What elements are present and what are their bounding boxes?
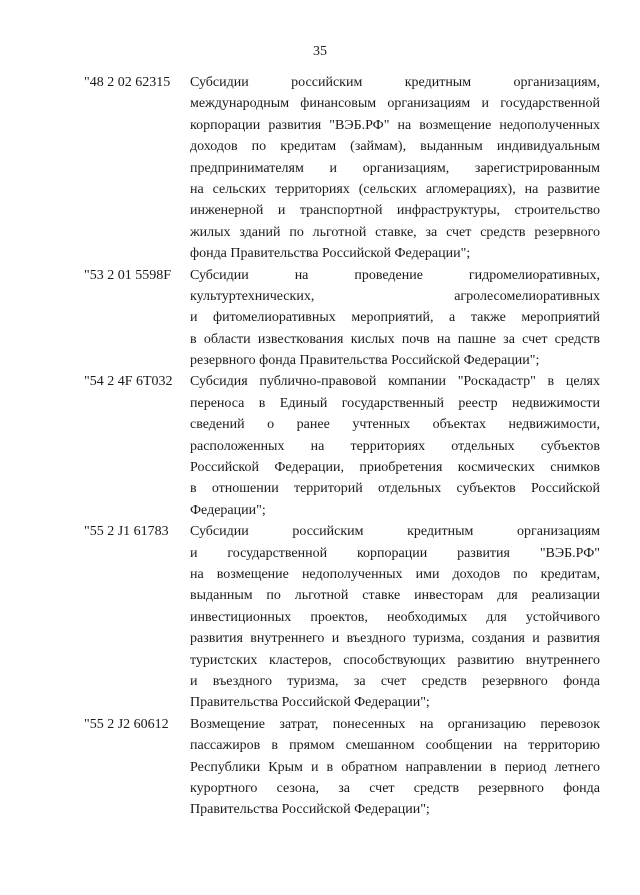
- text-line: курортного сезона, за счет средств резервного фонда: [190, 780, 600, 796]
- budget-entry: [84, 521, 604, 714]
- text-line: культуртехнических, агролесомелиоративных: [190, 288, 600, 304]
- budget-entry: [84, 714, 604, 821]
- text-line: резервного фонда Правительства Российской Федерации";: [190, 353, 540, 369]
- text-line: корпорации развития "ВЭБ.РФ" на возмещение недополученных: [190, 117, 600, 133]
- text-line: пассажиров в прямом смешанном сообщении на территорию: [190, 738, 600, 754]
- text-line: Субсидия публично-правовой компании "Роскадастр" в целях: [190, 374, 600, 390]
- text-line: Субсидии российским кредитным организациям: [190, 524, 600, 540]
- text-line: в области известкования кислых почв на пашне за счет средств: [190, 331, 600, 347]
- text-line: инженерной и транспортной инфраструктуры, строительство: [190, 203, 600, 219]
- budget-code: "55 2 J2 60612: [84, 716, 169, 732]
- text-line: развития внутреннего и въездного туризма, создания и развития: [190, 631, 600, 647]
- text-line: доходов по кредитам (займам), выданным индивидуальным: [190, 139, 600, 155]
- text-line: Республики Крым и в обратном направлении в период летнего: [190, 759, 600, 775]
- budget-code: "54 2 4F 6Т032: [84, 374, 173, 390]
- budget-code-list: [84, 72, 604, 821]
- budget-entry: [84, 371, 604, 521]
- text-line: жилых зданий по льготной ставке, за счет средств резервного: [190, 224, 600, 240]
- text-line: и фитомелиоративных мероприятий, а также мероприятий: [190, 310, 600, 326]
- text-line: фонда Правительства Российской Федерации";: [190, 246, 471, 262]
- text-line: расположенных на территориях отдельных субъектов: [190, 438, 600, 454]
- text-line: сведений о ранее учтенных объектах недвижимости,: [190, 417, 600, 433]
- text-line: на возмещение недополученных ими доходов по кредитам,: [190, 566, 600, 582]
- text-line: Правительства Российской Федерации";: [190, 695, 430, 711]
- entry-description: [190, 265, 600, 372]
- text-line: в отношении территорий отдельных субъектов Российской: [190, 481, 600, 497]
- text-line: выданным по льготной ставке инвесторам для реализации: [190, 588, 600, 604]
- budget-code: "55 2 J1 61783: [84, 524, 169, 540]
- entry-description: [190, 521, 600, 714]
- text-line: переноса в Единый государственный реестр недвижимости: [190, 395, 600, 411]
- budget-entry: [84, 265, 604, 372]
- text-line: Субсидии российским кредитным организациям,: [190, 75, 600, 90]
- text-line: Субсидии на проведение гидромелиоративных,: [190, 267, 600, 283]
- text-line: и государственной корпорации развития "ВЭБ.РФ": [190, 545, 600, 561]
- page-number: 35: [313, 44, 327, 59]
- budget-entry: [84, 72, 604, 265]
- budget-code: "53 2 01 5598F: [84, 267, 172, 283]
- text-line: Российской Федерации, приобретения космических снимков: [190, 460, 600, 476]
- text-line: предпринимателям и организациям, зарегистрированным: [190, 160, 600, 176]
- entry-description: [190, 72, 600, 265]
- text-line: международным финансовым организациям и государственной: [190, 96, 600, 112]
- entry-description: [190, 714, 600, 821]
- text-line: Федерации";: [190, 502, 266, 518]
- text-line: на сельских территориях (сельских агломерациях), на развитие: [190, 181, 600, 197]
- text-line: туристских кластеров, способствующих развитию внутреннего: [190, 652, 600, 668]
- text-line: Правительства Российской Федерации";: [190, 802, 430, 818]
- text-line: Возмещение затрат, понесенных на организацию перевозок: [190, 716, 600, 732]
- text-line: инвестиционных проектов, необходимых для устойчивого: [190, 609, 600, 625]
- budget-code: "48 2 02 62315: [84, 75, 171, 90]
- entry-description: [190, 371, 600, 521]
- text-line: и въездного туризма, за счет средств резервного фонда: [190, 673, 600, 689]
